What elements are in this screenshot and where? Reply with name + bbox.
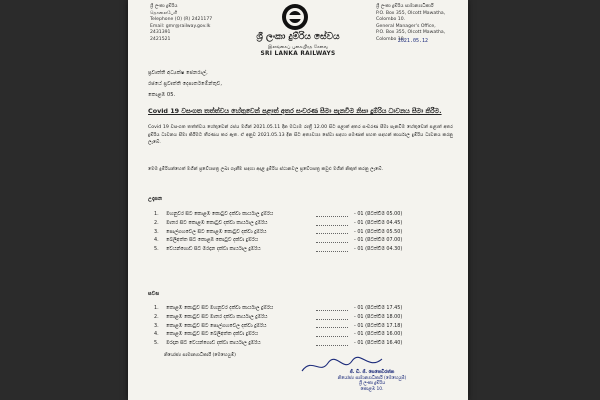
stamp-line: කොළඹ 10.	[360, 386, 384, 392]
header-right-line: ශ්‍රී ලංකා දුම්රිය සාමාන්‍යාධිකාරී	[376, 4, 434, 9]
evening-train-list	[154, 304, 454, 347]
header-right-line: Colombo 10.	[376, 36, 406, 42]
list-item: 5. මරදාන සිට වේයන්ගොඩ දක්වා කාර්යාල දුම්රිය - 01 (පිටත්වීම 16.40)	[154, 340, 403, 347]
header-contact-left	[150, 4, 212, 43]
addressee-line: රජයේ ප්‍රවෘත්ති දෙපාර්තමේන්තුව,	[148, 81, 223, 87]
list-item: 2. මාතර සිට කොළඹ කොටුව දක්වා කාර්යාල දුම්රිය - 01 (පිටත්වීම 04.45)	[154, 220, 403, 227]
addressee-line: කොළඹ 05.	[148, 92, 176, 98]
railway-emblem-icon	[278, 2, 312, 34]
stamp-line: ශ්‍රී ලංකා දුම්රිය	[358, 381, 386, 387]
stamp-name: ජී. ඩී. ජී. සෙනෙවිරත්න	[349, 370, 395, 375]
letter-date: 2021.05.12	[397, 38, 428, 44]
list-item: 4. කොළඹ කොටුව සිට බෙලිඅත්ත දක්වා දුම්රිය - 01 (පිටත්වීම 16.00)	[154, 331, 403, 338]
header-right-line: Colombo 10.	[376, 17, 406, 22]
list-item: 2. කොළඹ කොටුව සිට මාතර දක්වා කාර්යාල දුම්රිය - 01 (පිටත්වීම 18.00)	[154, 314, 403, 321]
signer-title: නියෝජ්‍ය සාමාන්‍යාධිකාරී (මෙහෙයුම්)	[164, 353, 236, 358]
org-name-english: SRI LANKA RAILWAYS	[260, 51, 336, 57]
list-item: 5. වේයන්ගොඩ සිට මරදාන දක්වා කාර්යාල දුම්රිය - 01 (පිටත්වීම 04.30)	[154, 246, 403, 253]
list-item: 3. කොළඹ කොටුව සිට පොල්ගහවෙල දක්වා දුම්රිය - 01 (පිටත්වීම 17.18)	[154, 322, 403, 329]
official-stamp	[328, 370, 416, 392]
header-left-line: ශ්‍රී ලංකා දුම්රිය	[150, 4, 178, 9]
list-item: 3. පොල්ගහවෙල සිට කොළඹ කොටුව දක්වා දුම්රිය - 01 (පිටත්වීම 05.50)	[154, 228, 403, 235]
list-item: 4. බෙලිඅත්ත සිට කොළඹ කොටුව දක්වා දුම්රිය - 01 (පිටත්වීම 07.00)	[154, 237, 403, 244]
morning-section-title: උදෑසන	[148, 196, 163, 202]
header-left-line: தொலைபேசி	[150, 10, 178, 16]
org-name-tamil: இலங்கைப் புகையிரத சேவை	[267, 45, 328, 50]
list-item: 1. මහනුවර සිට කොළඹ කොටුව දක්වා කාර්යාල දුම්රිය - 01 (පිටත්වීම 05.00)	[154, 211, 403, 218]
header-right-line: General Manager's Office,	[376, 23, 436, 29]
stamp-line: නියෝජ්‍ය සාමාන්‍යාධිකාරී (මෙහෙයුම්)	[337, 375, 407, 381]
header-left-line: Email: gmr@railway.gov.lk	[150, 23, 211, 29]
header-left-line: 2421521	[150, 36, 171, 42]
body-paragraph: Covid 19 වසංගත තත්ත්වය හේතුවෙන් රජය මගින් 2021.05.11 දින මධ්‍යම රාත්‍රී 12.00 සිට පළාත් අතර සංචරණ සීමා පැනවීම හේතුවෙන් පළාත් අතර දුම්රිය ධාවනය සීමා කිරීමට තීරණය කර ඇත. ඒ අනුව 2021.05.13 දින සිට අත්‍යවශ්‍ය සේවා සඳහා පමණක් පහත සඳහන් කාර්යාල දුම්රිය ධාවනය කරනු ලැබේ.	[148, 125, 453, 146]
addressee-line: ප්‍රවෘත්ති අධ්‍යක්ෂ ජෙනරාල්,	[148, 70, 208, 76]
evening-section-title: සවස	[148, 291, 160, 297]
body-paragraph-2: මෙම දුම්රියන්හෙත් මගීන් ප්‍රවේශපත්‍ර ලබා ගැනීම සඳහා අදාළ දුම්රිය ස්ථානවල ප්‍රවේශපත්‍ර කවුළු මගින් නිකුත් කරනු ලැබේ.	[148, 167, 384, 172]
org-name-sinhala: ශ්‍රී ලංකා දුම්රිය සේවය	[256, 32, 340, 42]
addressee	[148, 68, 222, 101]
header-right-line: P.O. Box 355, Olcott Mawatha,	[376, 10, 446, 16]
header-left-line: Telephone (O) (R) 2421177	[150, 17, 213, 22]
header-right-line: P.O. Box 355, Olcott Mawatha,	[376, 30, 446, 35]
list-item: 1. කොළඹ කොටුව සිට මහනුවර දක්වා කාර්යාල දුම්රිය - 01 (පිටත්වීම 17.45)	[154, 305, 403, 312]
letter-page	[128, 0, 468, 400]
letter-subject: Covid 19 වසංගත තත්ත්වය හේතුවෙන් පළාත් අතර සංචරණ සීමා පැනවීම නිසා දුම්රිය ධාවනය සීමා කිරීම.	[148, 107, 442, 115]
morning-train-list	[154, 210, 454, 253]
header-left-line: 2431391	[150, 30, 171, 35]
